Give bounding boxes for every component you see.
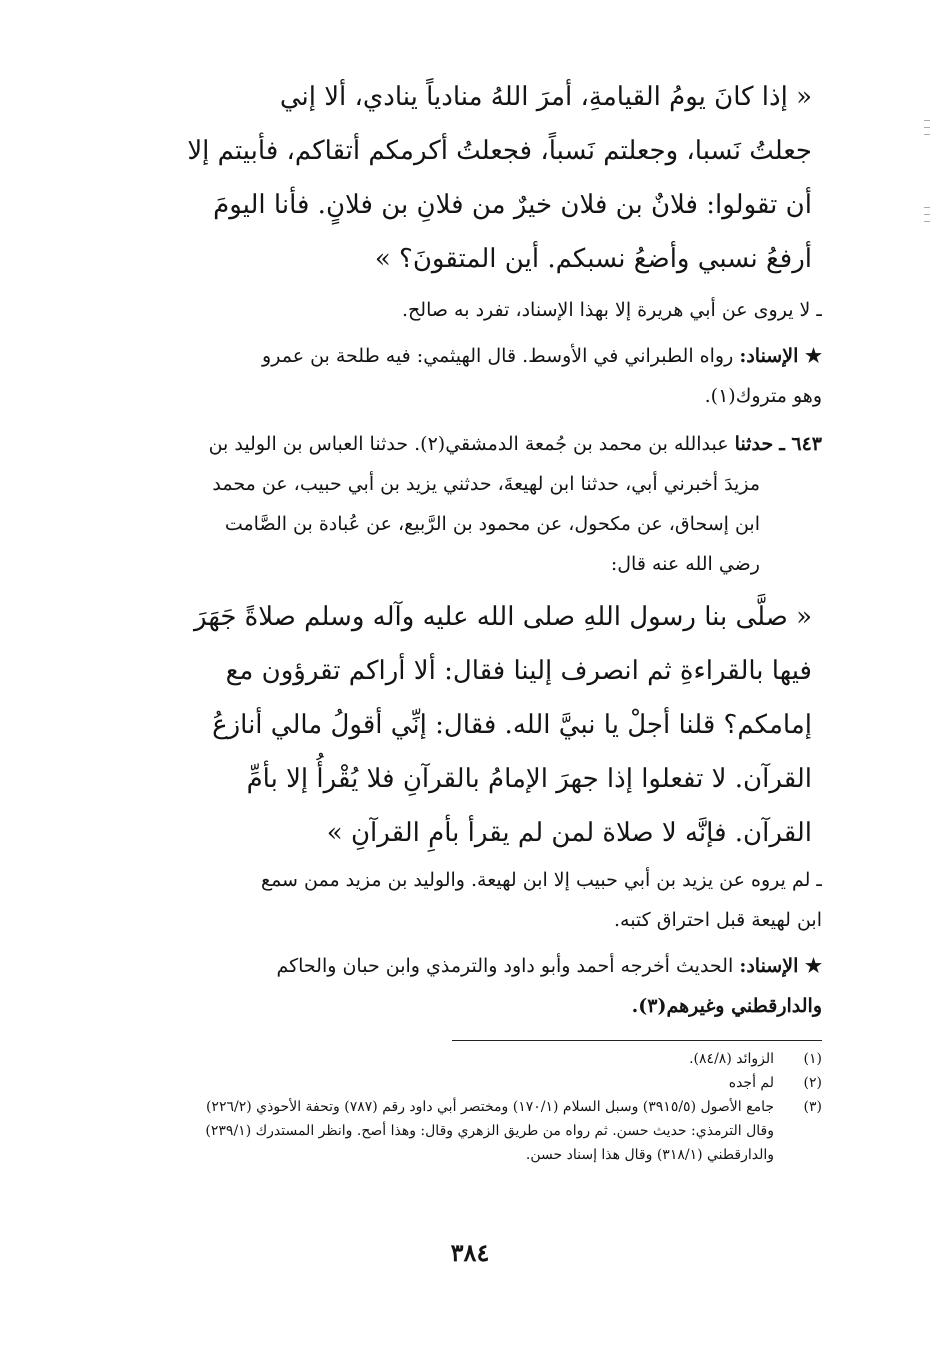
hadith-line: فيها بالقراءةِ ثم انصرف إلينا فقال: ألا أراكم تقرؤون مع <box>225 656 812 686</box>
hadith-line: « صلَّى بنا رسول اللهِ صلى الله عليه وآله وسلم صلاةً جَهَرَ <box>194 602 812 632</box>
hadith-text-2 <box>70 590 822 860</box>
margin-marks <box>924 120 934 228</box>
footnote-3 <box>70 1095 822 1119</box>
margin-tick <box>924 221 930 222</box>
footnote-3-continued: والدارقطني (٣١٨/١) وقال هذا إسناد حسن. <box>525 1147 774 1163</box>
chain-line: رضي الله عنه قال: <box>610 553 760 575</box>
isnad-text: الحديث أخرجه أحمد وأبو داود والترمذي وابن حبان والحاكم <box>276 955 734 977</box>
hadith-line: جعلتُ نَسبا، وجعلتم نَسباً، فجعلتُ أكرمكم أتقاكم، فأبيتم إلا <box>187 136 812 166</box>
remark-line: ـ لا يروى عن أبي هريرة إلا بهذا الإسناد، تفرد به صالح. <box>402 299 822 321</box>
margin-gap <box>924 141 930 201</box>
remark-1 <box>70 290 822 330</box>
isnad-2 <box>70 946 822 1026</box>
footnote-text: لم أجده <box>728 1075 774 1091</box>
isnad-line: وهو متروك(١). <box>704 385 822 407</box>
hadith-text-1 <box>70 70 822 286</box>
hadith-line: إمامكم؟ قلنا أجلْ يا نبيَّ الله. فقال: إنِّي أقولُ مالي أنازعُ <box>212 710 812 740</box>
page-number: ٣٨٤ <box>450 1238 490 1267</box>
remark-line: ـ لم يروه عن يزيد بن أبي حبيب إلا ابن لهيعة. والوليد بن مزيد ممن سمع <box>260 869 822 891</box>
hadith-line: أن تقولوا: فلانٌ بن فلان خيرٌ من فلانِ بن فلانٍ. فأنا اليومَ <box>213 190 812 220</box>
remark-line: ابن لهيعة قبل احتراق كتبه. <box>613 909 822 931</box>
isnad-text: رواه الطبراني في الأوسط. قال الهيثمي: فيه طلحة بن عمرو <box>262 345 734 367</box>
hadith-line: القرآن. لا تفعلوا إذا جهرَ الإمامُ بالقرآنِ فلا يُقْرأُ إلا بأمِّ <box>246 764 812 794</box>
isnad-line <box>70 336 822 376</box>
margin-tick <box>924 127 930 128</box>
remark-2 <box>70 860 822 940</box>
hadith-line: القرآن. فإنَّه لا صلاة لمن لم يقرأ بأمِ القرآنِ » <box>326 818 812 848</box>
chain-line: مزيدَ أخبرني أبي، حدثنا ابن لهيعةَ، حدثني يزيد بن أبي حبيب، عن محمد <box>212 473 760 495</box>
footnote-number: (١) <box>803 1051 822 1067</box>
hadith-line: أرفعُ نسبي وأضعُ نسبكم. أين المتقونَ؟ » <box>374 244 812 274</box>
margin-tick <box>924 120 930 121</box>
isnad-label: ★ الإسناد: <box>739 345 822 367</box>
chain-line: ابن إسحاق، عن مكحول، عن محمود بن الرَّبيع، عن عُبادة بن الصَّامت <box>224 513 760 535</box>
margin-tick <box>924 214 930 215</box>
chain-first-word: حدثنا <box>734 433 774 455</box>
footnote-number: (٣) <box>803 1099 822 1115</box>
hadith-line: « إذا كانَ يومُ القيامةِ، أمرَ اللهُ منادياً ينادي، ألا إني <box>279 82 812 112</box>
isnad-line: والدارقطني وغيرهم(٣). <box>631 995 822 1017</box>
margin-tick <box>924 134 930 135</box>
footnote-2 <box>70 1071 822 1095</box>
chain-line <box>70 424 822 464</box>
footnote-divider <box>452 1040 822 1041</box>
footnote-number: (٢) <box>803 1075 822 1091</box>
isnad-1 <box>70 336 822 416</box>
footnote-text: الزوائد (٨٤/٨). <box>689 1051 774 1067</box>
page-body <box>70 70 822 1167</box>
margin-tick <box>924 207 930 208</box>
isnad-line <box>70 946 822 986</box>
footnote-text: جامع الأصول (٣٩١٥/٥) وسبل السلام (١٧٠/١) ومختصر أبي داود رقم (٧٨٧) وتحفة الأحوذي (٢٢٦/٢) <box>205 1099 774 1115</box>
chain-text: عبدالله بن محمد بن جُمعة الدمشقي(٢). حدثنا العباس بن الوليد بن <box>208 433 729 455</box>
hadith-number: ٦٤٣ ـ <box>779 433 822 455</box>
isnad-label: ★ الإسناد: <box>739 955 822 977</box>
footnote-1 <box>70 1047 822 1071</box>
footnotes <box>70 1047 822 1167</box>
footnote-3-continued: وقال الترمذي: حديث حسن. ثم رواه من طريق الزهري وقال: وهذا أصح. وانظر المستدرك (٢٣٩/١) <box>205 1123 774 1139</box>
hadith-chain-643 <box>70 424 822 584</box>
